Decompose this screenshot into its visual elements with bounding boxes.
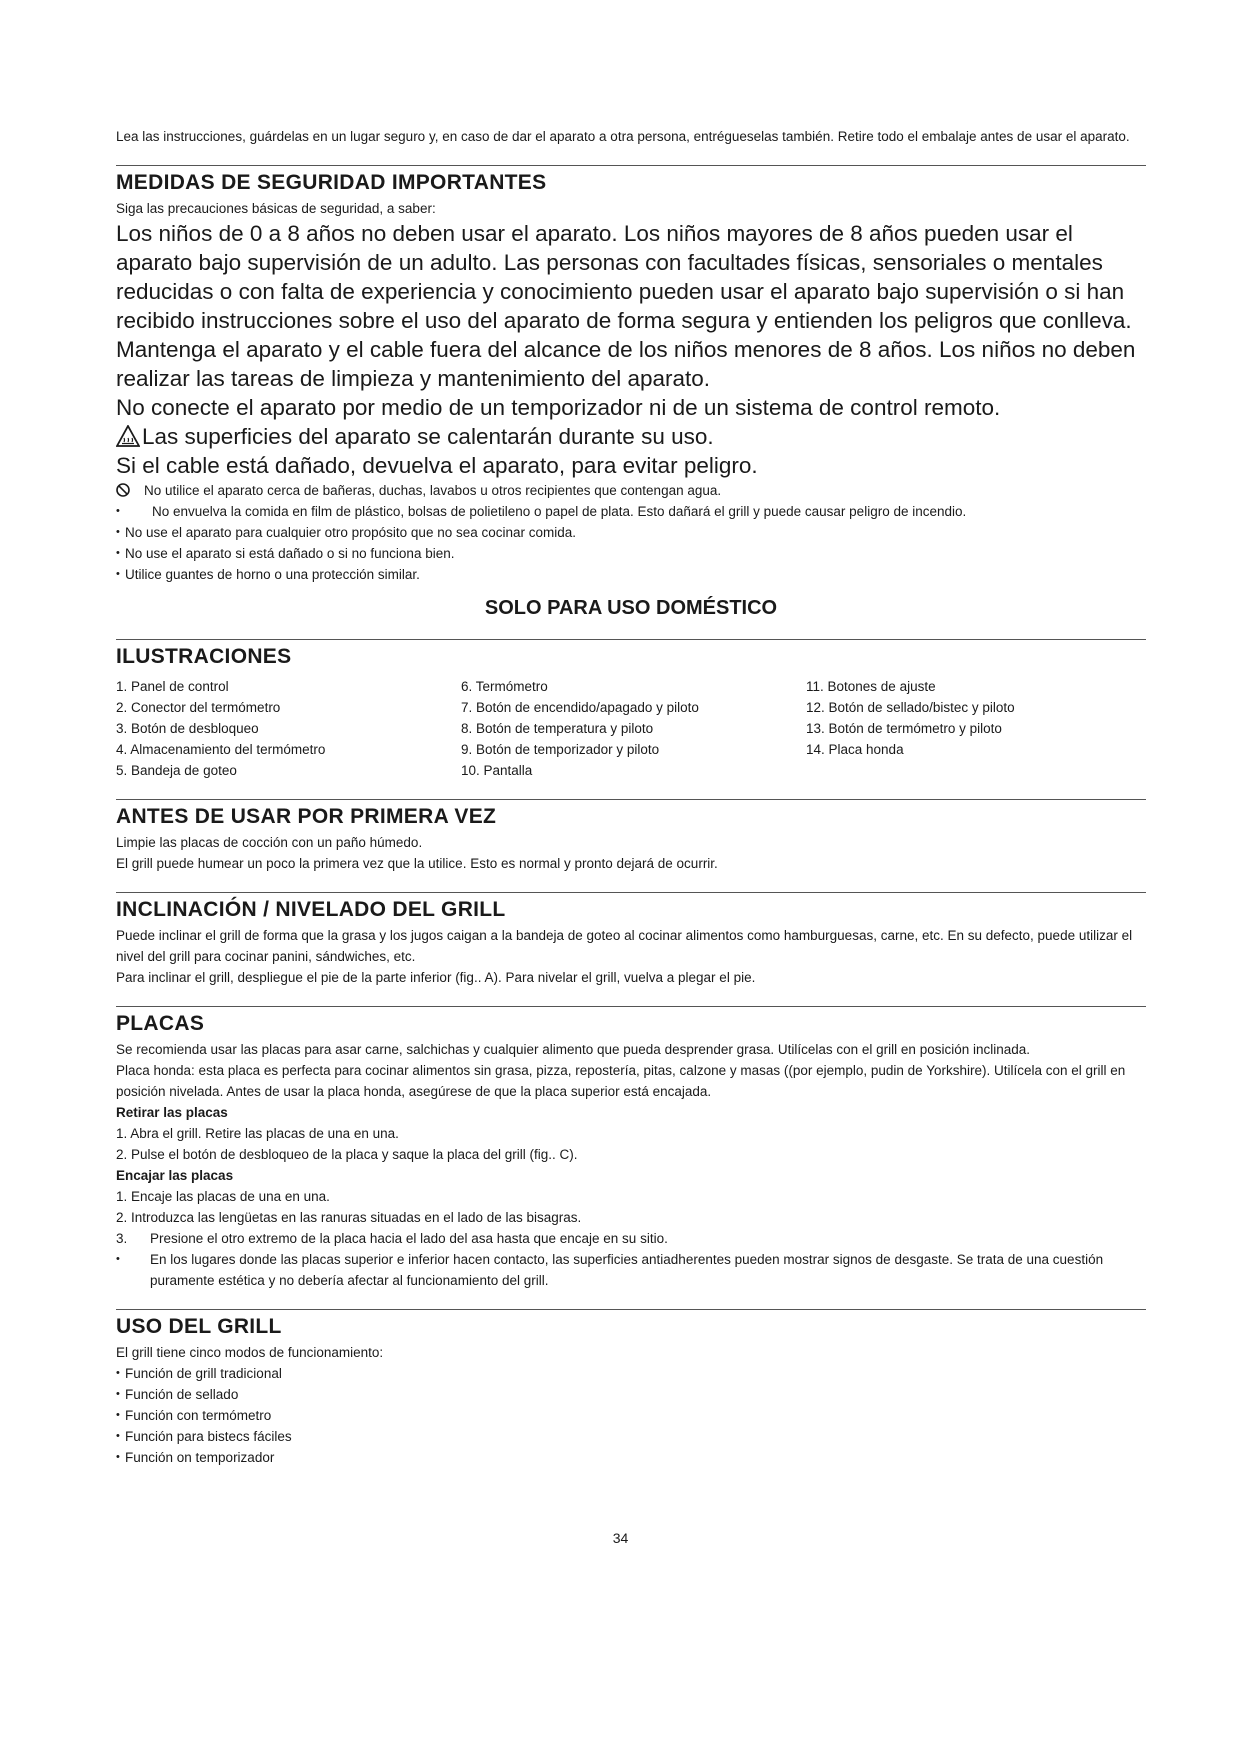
list-item: 6. Termómetro	[461, 679, 548, 694]
list-item: 14. Placa honda	[806, 742, 904, 757]
intro-text: Lea las instrucciones, guárdelas en un lugar seguro y, en caso de dar el aparato a otra persona, entrégueselas también. Retire todo el embalaje antes de usar el aparato.	[116, 129, 1130, 144]
remove-plates-title: Retirar las placas	[116, 1105, 228, 1120]
list-item: 7. Botón de encendido/apagado y piloto	[461, 700, 699, 715]
list-item: 9. Botón de temporizador y piloto	[461, 742, 660, 757]
list-item: 11. Botones de ajuste	[806, 679, 936, 694]
list-item: • Utilice guantes de horno o una protección similar.	[116, 564, 1146, 585]
modes-list	[116, 1363, 1146, 1468]
document-page	[116, 126, 1146, 1486]
list-item: 1. Abra el grill. Retire las placas de una en una.	[116, 1126, 399, 1141]
safety-cable-paragraph: Si el cable está dañado, devuelva el aparato, para evitar peligro.	[116, 453, 758, 478]
divider	[116, 799, 1146, 800]
illustrations-column-2	[461, 676, 806, 781]
safety-section	[116, 170, 1146, 621]
page-number: 34	[612, 1530, 629, 1546]
illustrations-column-1	[116, 676, 461, 781]
list-item: 3. Presione el otro extremo de la placa hacia el lado del asa hasta que encaje en su sitio.	[116, 1231, 668, 1246]
list-item: • Función para bistecs fáciles	[116, 1426, 1146, 1447]
water-warning: No utilice el aparato cerca de bañeras, duchas, lavabos u otros recipientes que contengan agua.	[116, 480, 1146, 501]
tilt-section	[116, 897, 1146, 988]
use-intro: El grill tiene cinco modos de funcionamiento:	[116, 1345, 384, 1360]
first-use-section	[116, 804, 1146, 874]
divider	[116, 1309, 1146, 1310]
list-item: • En los lugares donde las placas superior e inferior hacen contacto, las superficies antiadherentes pueden mostrar signos de desgaste. Se trata de una cuestión puramente estética y no debería afectar al funcionamiento del grill.	[116, 1249, 1146, 1291]
list-item: 12. Botón de sellado/bistec y piloto	[806, 700, 1015, 715]
divider	[116, 165, 1146, 166]
list-item: 8. Botón de temperatura y piloto	[461, 721, 654, 736]
hot-surface-warning-icon	[116, 425, 140, 447]
section-title-tilt: INCLINACIÓN / NIVELADO DEL GRILL	[116, 898, 506, 921]
section-title-safety: MEDIDAS DE SEGURIDAD IMPORTANTES	[116, 171, 547, 194]
plates-paragraph: Se recomienda usar las placas para asar carne, salchichas y cualquier alimento que pueda desprender grasa. Utilícelas con el grill en posición inclinada.	[116, 1042, 1031, 1057]
list-item: 1. Panel de control	[116, 679, 229, 694]
divider	[116, 1006, 1146, 1007]
list-item: 2. Pulse el botón de desbloqueo de la placa y saque la placa del grill (fig.. C).	[116, 1147, 578, 1162]
section-title-illustrations: ILUSTRACIONES	[116, 645, 292, 668]
list-item: • Función de grill tradicional	[116, 1363, 1146, 1384]
domestic-use-title: SOLO PARA USO DOMÉSTICO	[484, 597, 778, 619]
illustrations-column-3	[806, 676, 1146, 781]
safety-children-paragraph: Los niños de 0 a 8 años no deben usar el aparato. Los niños mayores de 8 años pueden usar el aparato bajo supervisión de un adulto. Las personas con facultades físicas, sensoriales o mentales reducidas o con falta de experiencia y conocimiento pueden usar el aparato bajo supervisión o si han recibido instrucciones sobre el uso del aparato de forma segura y entienden los peligros que conlleva. Mantenga el aparato y el cable fuera del alcance de los niños menores de 8 años. Los niños no deben realizar las tareas de limpieza y mantenimiento del aparato.	[116, 221, 1136, 391]
list-item: 2. Introduzca las lengüetas en las ranuras situadas en el lado de las bisagras.	[116, 1210, 582, 1225]
section-title-first-use: ANTES DE USAR POR PRIMERA VEZ	[116, 805, 497, 828]
illustrations-columns	[116, 676, 1146, 781]
plates-note-list	[116, 1249, 1146, 1291]
list-item: 4. Almacenamiento del termómetro	[116, 742, 326, 757]
tilt-paragraph: Puede inclinar el grill de forma que la grasa y los jugos caigan a la bandeja de goteo al cocinar alimentos como hamburguesas, carne, etc. En su defecto, puede utilizar el nivel del grill para cocinar panini, sándwiches, etc.	[116, 928, 1133, 964]
safety-subtitle: Siga las precauciones básicas de seguridad, a saber:	[116, 201, 436, 216]
list-item: 3. Botón de desbloqueo	[116, 721, 259, 736]
divider	[116, 639, 1146, 640]
first-use-line: Limpie las placas de cocción con un paño húmedo.	[116, 835, 423, 850]
list-item: 5. Bandeja de goteo	[116, 763, 237, 778]
film-warning-list	[116, 501, 1146, 522]
illustrations-section	[116, 644, 1146, 781]
section-title-plates: PLACAS	[116, 1012, 205, 1035]
plates-paragraph: Placa honda: esta placa es perfecta para cocinar alimentos sin grasa, pizza, repostería, pitas, calzone y masas ((por ejemplo, pudin de Yorkshire). Utilícela con el grill en posición nivelada. Antes de usar la placa honda, asegúrese de que la placa superior está encajada.	[116, 1063, 1126, 1099]
list-item: • Función de sellado	[116, 1384, 1146, 1405]
list-item: • Función con termómetro	[116, 1405, 1146, 1426]
safety-hot-surface-paragraph: Las superficies del aparato se calentarán durante su uso.	[116, 422, 1146, 451]
list-item: • No use el aparato para cualquier otro propósito que no sea cocinar comida.	[116, 522, 1146, 543]
no-water-icon	[116, 482, 130, 496]
list-item: • No envuelva la comida en film de plástico, bolsas de polietileno o papel de plata. Esto dañará el grill y puede causar peligro de incendio.	[116, 501, 1146, 522]
list-item: 1. Encaje las placas de una en una.	[116, 1189, 330, 1204]
fit-plates-title: Encajar las placas	[116, 1168, 234, 1183]
list-item: • No use el aparato si está dañado o si no funciona bien.	[116, 543, 1146, 564]
list-item: 2. Conector del termómetro	[116, 700, 281, 715]
use-section	[116, 1314, 1146, 1468]
safety-bullet-list	[116, 522, 1146, 585]
plates-section	[116, 1011, 1146, 1291]
divider	[116, 892, 1146, 893]
list-item: 10. Pantalla	[461, 763, 533, 778]
section-title-use: USO DEL GRILL	[116, 1315, 282, 1338]
tilt-paragraph: Para inclinar el grill, despliegue el pie de la parte inferior (fig.. A). Para nivelar el grill, vuelva a plegar el pie.	[116, 970, 756, 985]
safety-timer-paragraph: No conecte el aparato por medio de un temporizador ni de un sistema de control remoto.	[116, 395, 1001, 420]
list-item: • Función on temporizador	[116, 1447, 1146, 1468]
first-use-line: El grill puede humear un poco la primera vez que la utilice. Esto es normal y pronto dejará de ocurrir.	[116, 856, 718, 871]
list-item: 13. Botón de termómetro y piloto	[806, 721, 1002, 736]
